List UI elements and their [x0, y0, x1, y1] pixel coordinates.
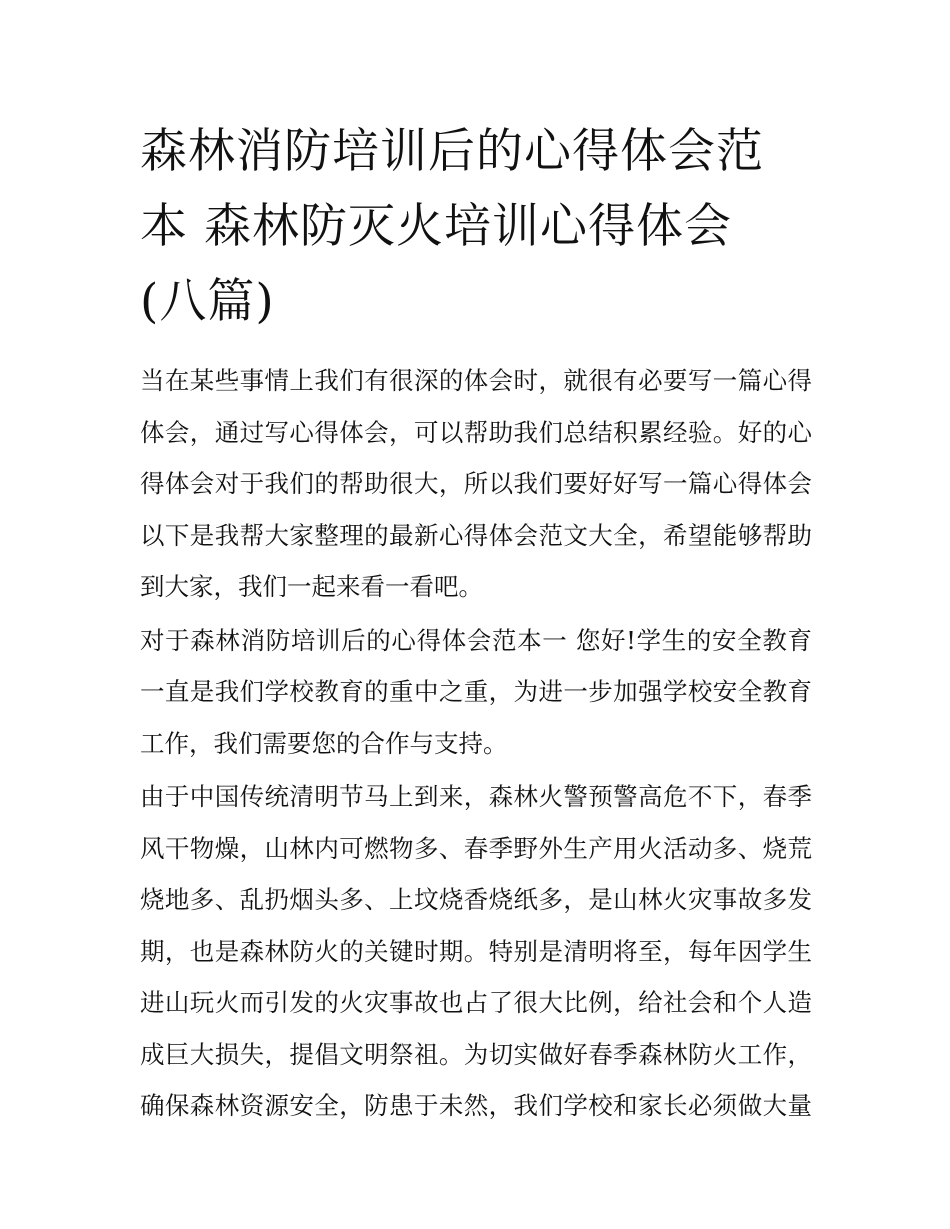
title-line: (八篇): [140, 274, 275, 329]
text-line: 当在某些事情上我们有很深的体会时，就很有必要写一篇心得: [140, 366, 812, 395]
paragraph-sample-one: [140, 615, 812, 770]
text-line: 确保森林资源安全，防患于未然，我们学校和家长必须做大量: [140, 1091, 812, 1120]
text-line: 一直是我们学校教育的重中之重，为进一步加强学校安全教育: [140, 677, 812, 706]
text-line: 体会，通过写心得体会，可以帮助我们总结积累经验。好的心: [140, 417, 812, 447]
text-line: 对于森林消防培训后的心得体会范本一 您好!学生的安全教育: [140, 625, 812, 655]
text-line: 以下是我帮大家整理的最新心得体会范文大全，希望能够帮助: [140, 520, 812, 550]
title-line: 本 森林防灭火培训心得体会: [140, 199, 732, 254]
text-line: 期，也是森林防火的关键时期。特别是清明将至，每年因学生: [140, 936, 812, 966]
text-line: 成巨大损失，提倡文明祭祖。为切实做好春季森林防火工作，: [140, 1039, 812, 1069]
paragraph-intro: [140, 355, 812, 613]
text-line: 由于中国传统清明节马上到来，森林火警预警高危不下，春季: [140, 782, 812, 811]
text-line: 到大家，我们一起来看一看吧。: [140, 572, 483, 601]
paragraph-qingming: [140, 771, 812, 1132]
title-line: 森林消防培训后的心得体会范: [140, 124, 764, 179]
text-line: 风干物燥，山林内可燃物多、春季野外生产用火活动多、烧荒: [140, 833, 812, 863]
document-body: [140, 355, 812, 1132]
text-line: 进山玩火而引发的火灾事故也占了很大比例，给社会和个人造: [140, 988, 812, 1017]
document-title: [140, 114, 812, 339]
document-page: [140, 114, 812, 1134]
text-line: 工作，我们需要您的合作与支持。: [140, 728, 508, 758]
text-line: 烧地多、乱扔烟头多、上坟烧香烧纸多，是山林火灾事故多发: [140, 885, 812, 914]
text-line: 得体会对于我们的帮助很大，所以我们要好好写一篇心得体会: [140, 469, 812, 498]
